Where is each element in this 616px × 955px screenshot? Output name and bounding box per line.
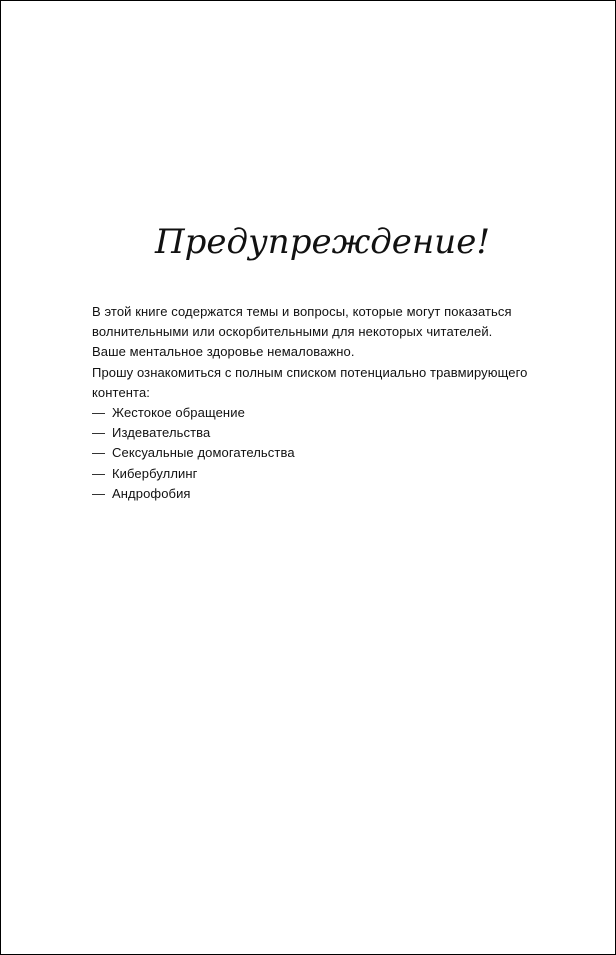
paragraph-3: Прошу ознакомиться с полным списком потенциально травмирующего контента: xyxy=(92,364,528,400)
list-dash: — xyxy=(92,445,106,461)
title-script-graphic xyxy=(151,201,490,281)
list-item xyxy=(92,464,532,484)
list-item-text: Андрофобия xyxy=(112,485,191,501)
list-item xyxy=(92,403,532,423)
list-item xyxy=(92,443,532,463)
list-item-text: Жестокое обращение xyxy=(112,405,245,421)
paragraph-1: В этой книге содержатся темы и вопросы, которые могут показаться волнительными или оскорбительными для некоторых читателей. xyxy=(92,304,512,340)
list-item-text: Сексуальные домогательства xyxy=(112,445,295,461)
title-text: Предупреждение! xyxy=(155,222,490,262)
list-dash: — xyxy=(92,465,106,481)
warning-text xyxy=(92,302,532,504)
list-item xyxy=(92,423,532,443)
list-dash: — xyxy=(92,405,106,421)
list-item-text: Издевательства xyxy=(112,425,211,441)
content-warning-list xyxy=(92,403,532,504)
paragraph-2: Ваше ментальное здоровье немаловажно. xyxy=(92,344,355,360)
list-dash: — xyxy=(92,425,106,441)
page-title xyxy=(151,201,490,281)
list-item xyxy=(92,484,532,504)
list-dash: — xyxy=(92,485,106,501)
list-item-text: Кибербуллинг xyxy=(112,465,198,481)
